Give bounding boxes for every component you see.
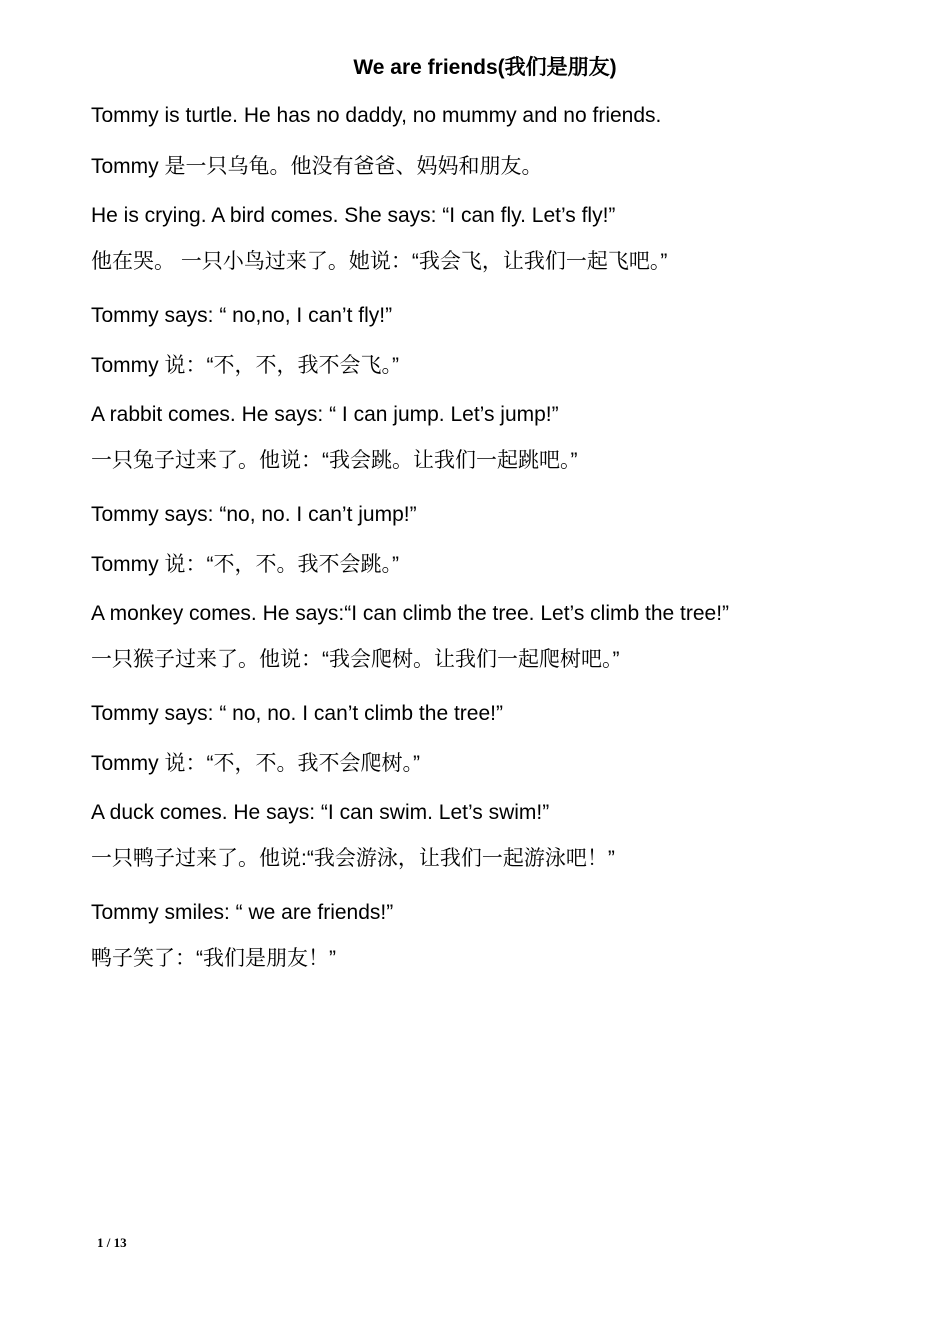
story-line-zh-1: Tommy 是一只乌龟。他没有爸爸、妈妈和朋友。 [91, 155, 543, 178]
story-line-en-8: A duck comes. He says: “I can swim. Let’s swim!” [91, 801, 550, 824]
story-line-zh-2: 他在哭。 一只小鸟过来了。她说：“我会飞，让我们一起飞吧。” [91, 250, 668, 273]
story-line-zh-9: 鸭子笑了：“我们是朋友！” [91, 947, 336, 970]
story-line-en-3: Tommy says: “ no,no, I can’t fly!” [91, 304, 393, 327]
story-line-en-2: He is crying. A bird comes. She says: “I can fly. Let’s fly!” [91, 204, 616, 227]
story-line-zh-8: 一只鸭子过来了。他说:“我会游泳，让我们一起游泳吧！” [91, 847, 615, 870]
page-indicator: 1 / 13 [97, 1235, 127, 1250]
story-line-en-7: Tommy says: “ no, no. I can’t climb the tree!” [91, 702, 503, 725]
story-line-en-6: A monkey comes. He says:“I can climb the tree. Let’s climb the tree!” [91, 602, 730, 625]
story-line-en-5: Tommy says: “no, no. I can’t jump!” [91, 503, 417, 526]
story-line-zh-7: Tommy 说：“不，不。我不会爬树。” [91, 752, 420, 775]
document-title: We are friends(我们是朋友) [353, 56, 617, 79]
story-line-en-4: A rabbit comes. He says: “ I can jump. Let’s jump!” [91, 403, 559, 426]
story-line-zh-6: 一只猴子过来了。他说：“我会爬树。让我们一起爬树吧。” [91, 648, 620, 671]
story-line-zh-4: 一只兔子过来了。他说：“我会跳。让我们一起跳吧。” [91, 449, 578, 472]
story-line-en-1: Tommy is turtle. He has no daddy, no mummy and no friends. [91, 104, 662, 127]
story-line-zh-3: Tommy 说：“不，不，我不会飞。” [91, 354, 399, 377]
story-line-zh-5: Tommy 说：“不，不。我不会跳。” [91, 553, 399, 576]
story-line-en-9: Tommy smiles: “ we are friends!” [91, 901, 394, 924]
